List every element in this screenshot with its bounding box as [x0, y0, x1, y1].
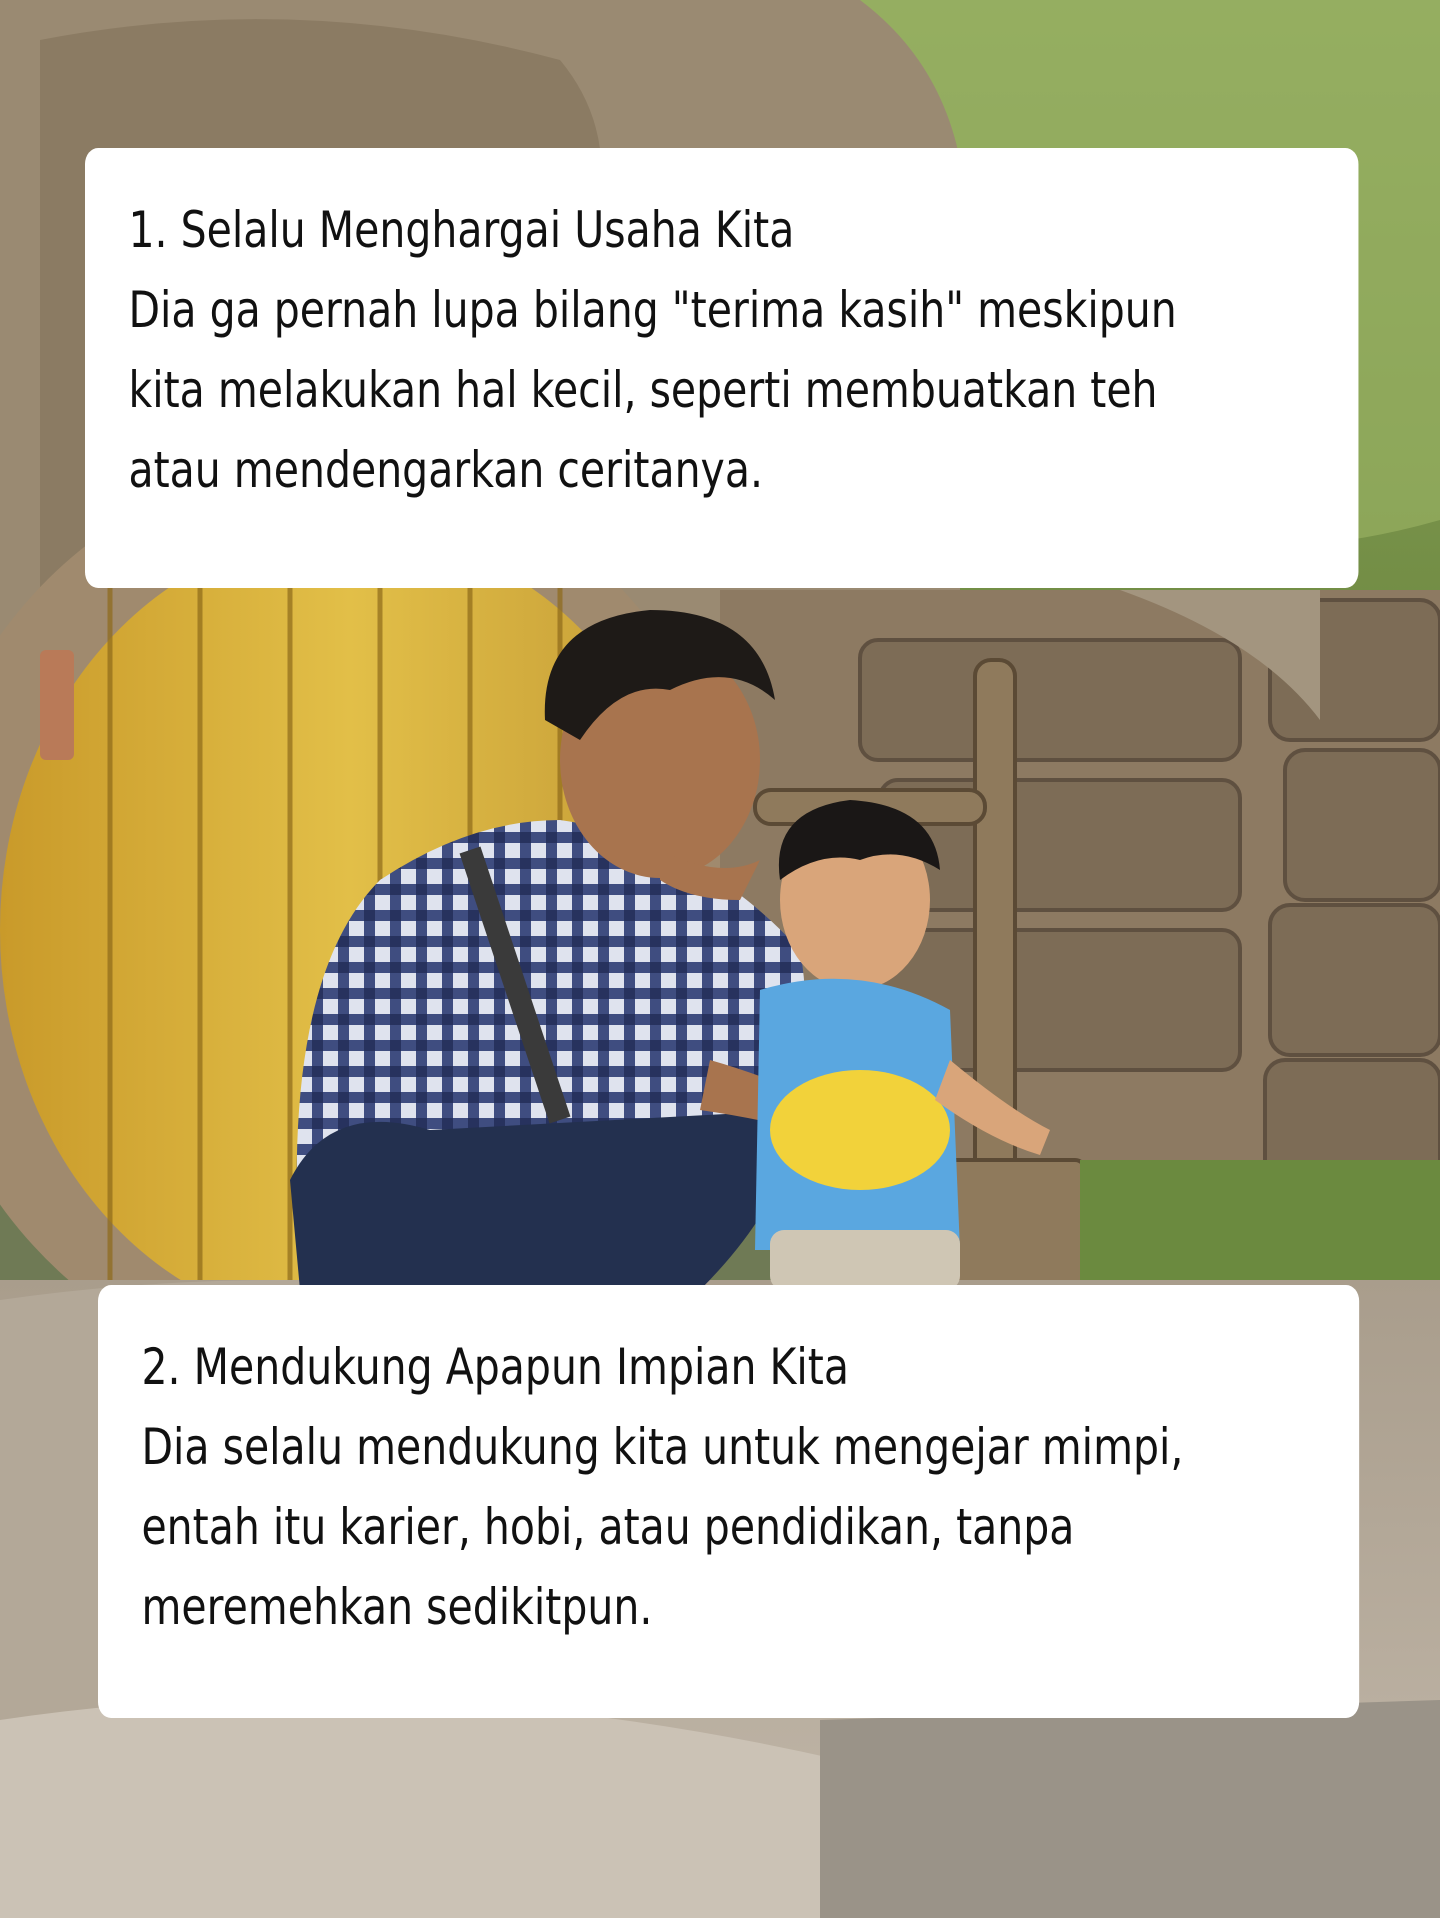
door-handle: [40, 650, 74, 760]
caption-line: meremehkan sedikitpun.: [141, 1578, 653, 1636]
caption-line: kita melakukan hal kecil, seperti membuatkan teh: [128, 361, 1158, 419]
caption-card-2: [98, 1285, 1359, 1718]
caption-line: atau mendengarkan ceritanya.: [128, 441, 763, 499]
caption-line: entah itu karier, hobi, atau pendidikan, tanpa: [141, 1498, 1075, 1556]
caption-title-2: 2. Mendukung Apapun Impian Kita: [141, 1338, 850, 1396]
caption-line: Dia ga pernah lupa bilang "terima kasih" meskipun: [128, 281, 1177, 339]
caption-line: Dia selalu mendukung kita untuk mengejar mimpi,: [141, 1418, 1184, 1476]
caption-card-1: [85, 148, 1358, 588]
caption-title-1: 1. Selalu Menghargai Usaha Kita: [128, 201, 795, 259]
